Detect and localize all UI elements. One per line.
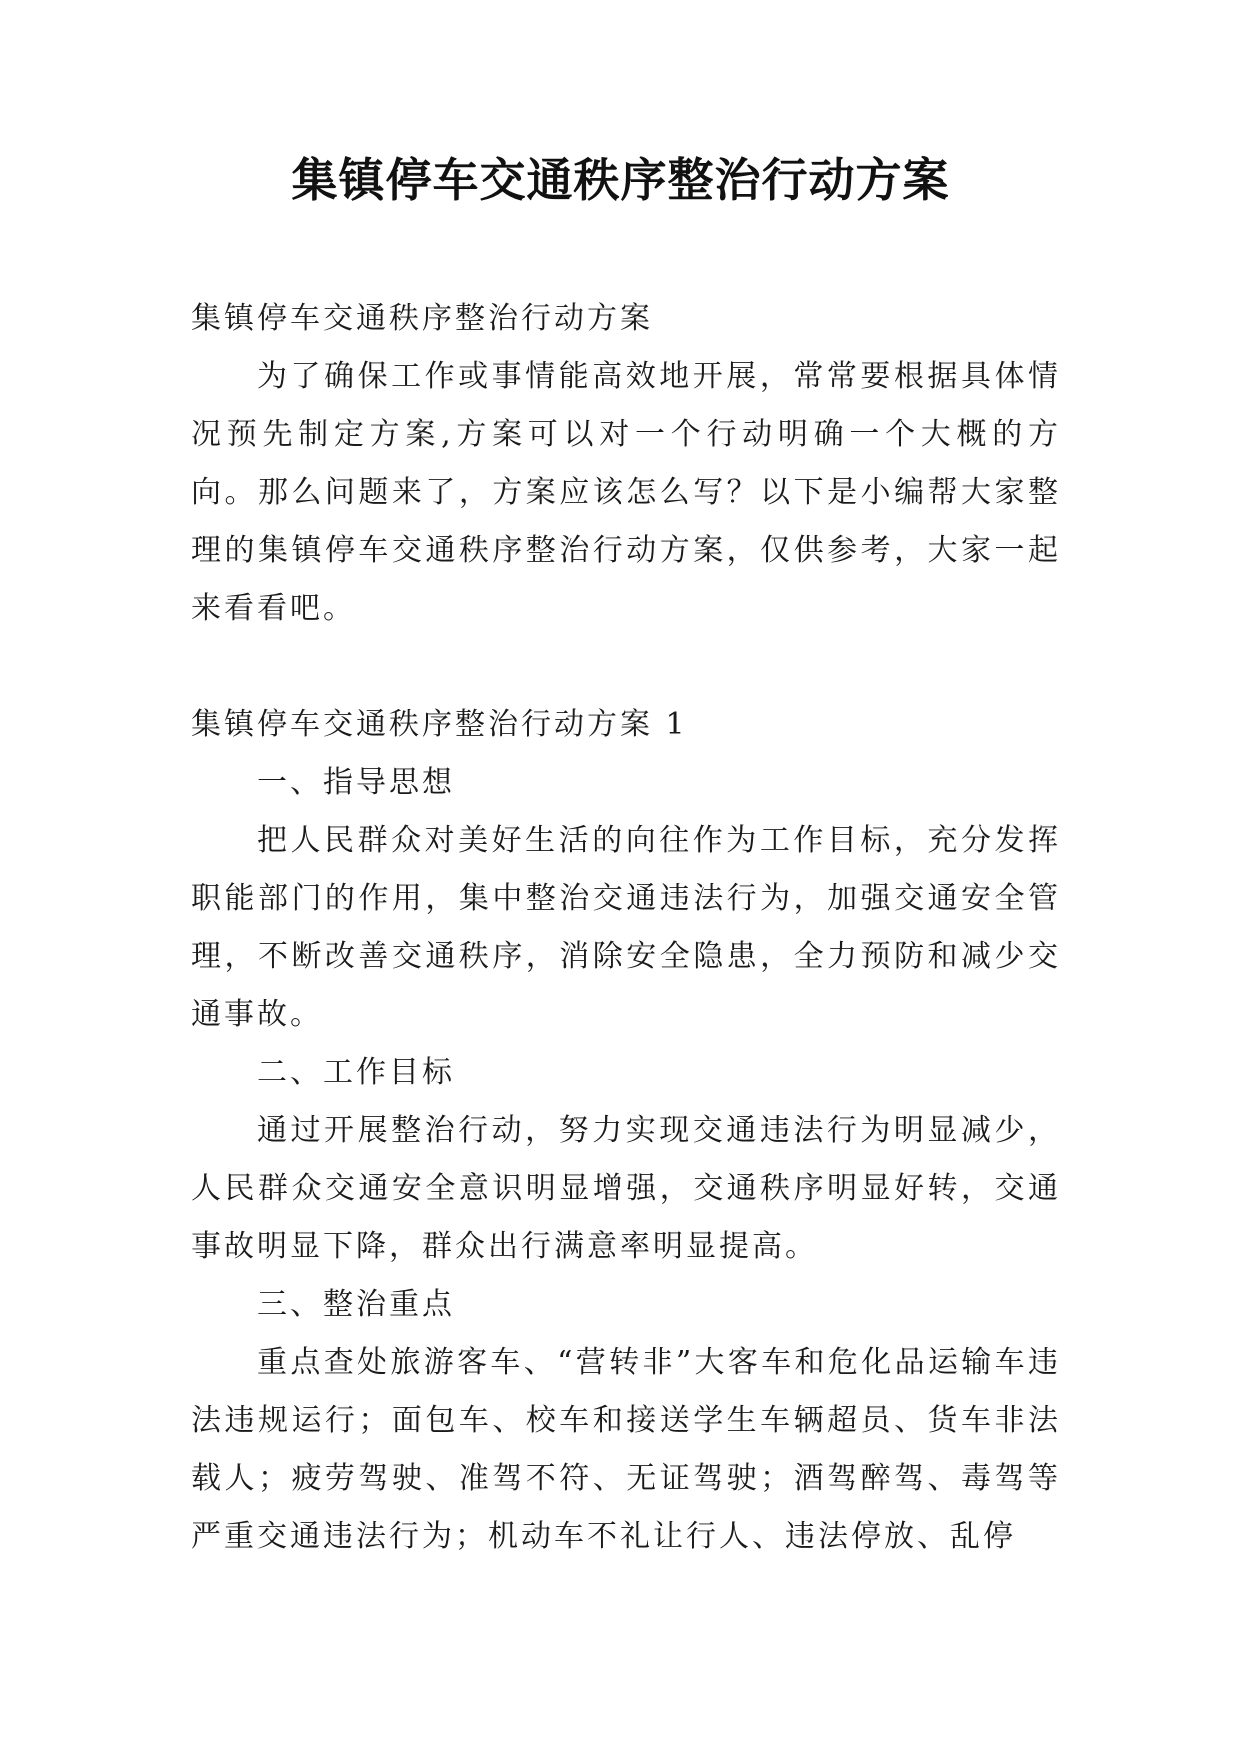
subheading-key-focus: 三、整治重点 — [257, 1287, 455, 1322]
document-title: 集镇停车交通秩序整治行动方案 — [291, 153, 950, 207]
paragraph-guiding-ideology: 把人民群众对美好生活的向往作为工作目标，充分发挥职能部门的作用，集中整治交通违法行为，加强交通安全管理，不断改善交通秩序，消除安全隐患，全力预防和减少交通事故。 — [191, 823, 1061, 1032]
paragraph-work-goals: 通过开展整治行动，努力实现交通违法行为明显减少，人民群众交通安全意识明显增强，交通秩序明显好转，交通事故明显下降，群众出行满意率明显提高。 — [191, 1113, 1061, 1264]
intro-paragraph: 为了确保工作或事情能高效地开展，常常要根据具体情况预先制定方案,方案可以对一个行动明确一个大概的方向。那么问题来了，方案应该怎么写？以下是小编帮大家整理的集镇停车交通秩序整治行动方案，仅供参考，大家一起来看看吧。 — [191, 359, 1061, 626]
paragraph-key-focus: 重点查处旅游客车、“营转非”大客车和危化品运输车违法违规运行；面包车、校车和接送学生车辆超员、货车非法载人；疲劳驾驶、准驾不符、无证驾驶；酒驾醉驾、毒驾等严重交通违法行为；机动车不礼让行人、违法停放、乱停 — [191, 1345, 1061, 1554]
document-body — [191, 290, 1061, 1566]
subheading-guiding-ideology: 一、指导思想 — [257, 765, 455, 800]
intro-heading: 集镇停车交通秩序整治行动方案 — [191, 301, 653, 336]
subheading-work-goals: 二、工作目标 — [257, 1055, 455, 1090]
paragraph-spacer — [191, 638, 1061, 696]
section-heading: 集镇停车交通秩序整治行动方案 1 — [191, 707, 688, 742]
